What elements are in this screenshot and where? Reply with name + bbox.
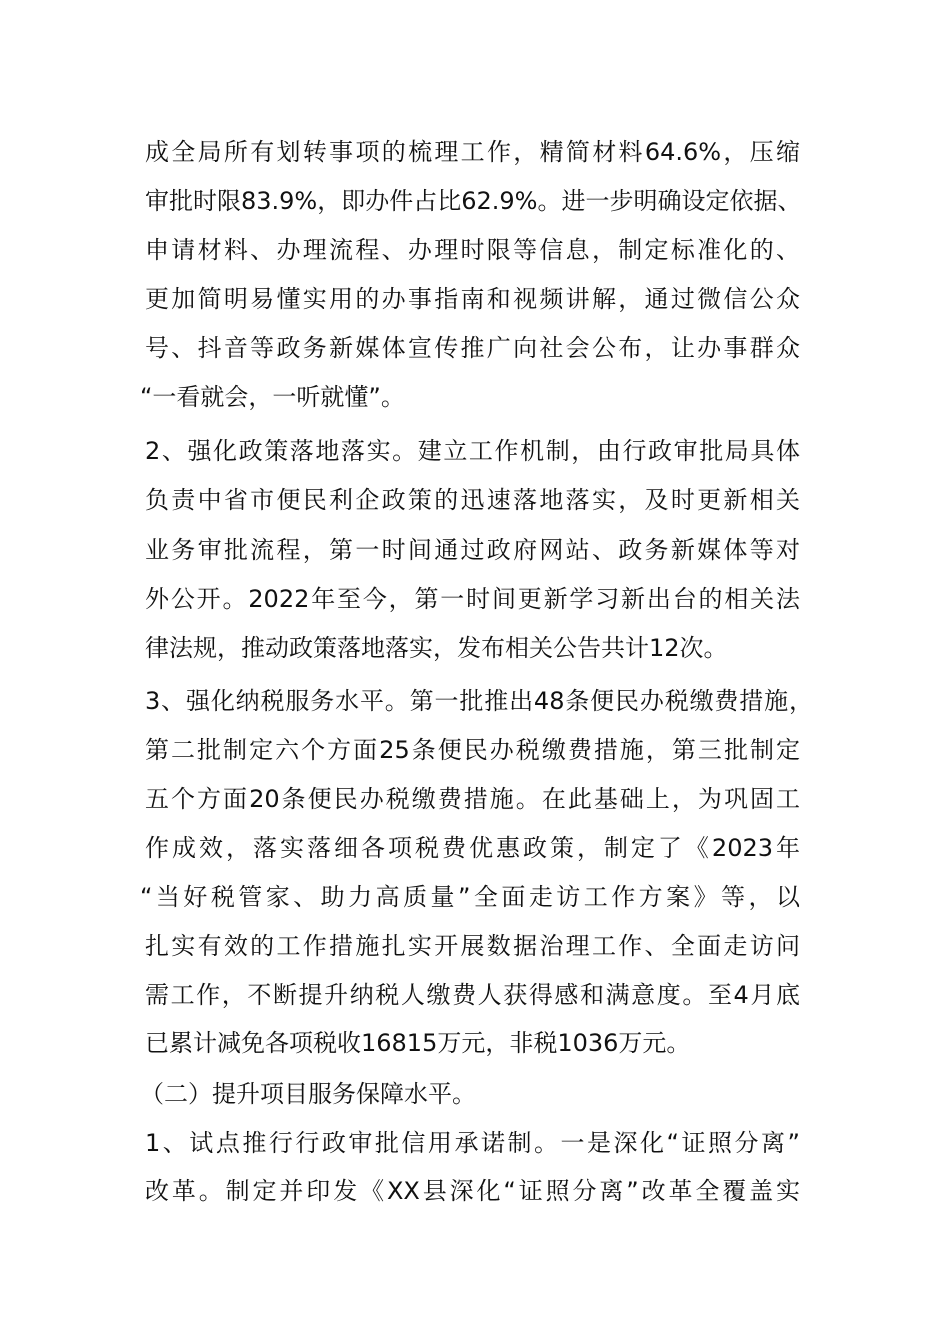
text-line: 业务审批流程，第一时间通过政府网站、政务新媒体等对: [145, 536, 800, 564]
text-line: 需工作，不断提升纳税人缴费人获得感和满意度。至4月底: [145, 981, 800, 1009]
text-line: 外公开。2022年至今，第一时间更新学习新出台的相关法: [145, 585, 800, 613]
paragraph-heading-1: 1、试点推行行政审批信用承诺制。一是深化“证照分离”: [145, 1129, 800, 1157]
text-line: 已累计减免各项税收16815万元，非税1036万元。: [145, 1029, 691, 1057]
section-heading: （二）提升项目服务保障水平。: [140, 1080, 476, 1108]
text-line: 更加简明易懂实用的办事指南和视频讲解，通过微信公众: [145, 285, 800, 313]
text-line: 审批时限83.9%，即办件占比62.9%。进一步明确设定依据、: [145, 187, 802, 215]
paragraph-heading-2: 2、强化政策落地落实。建立工作机制，由行政审批局具体: [145, 437, 800, 465]
text-line: 改革。制定并印发《XX县深化“证照分离”改革全覆盖实: [145, 1177, 800, 1205]
text-line: 申请材料、办理流程、办理时限等信息，制定标准化的、: [145, 236, 800, 264]
text-line: 负责中省市便民利企政策的迅速落地落实，及时更新相关: [145, 486, 800, 514]
text-line: 五个方面20条便民办税缴费措施。在此基础上，为巩固工: [145, 785, 800, 813]
text-line: “当好税管家、助力高质量”全面走访工作方案》等，以: [140, 883, 800, 911]
text-line: 作成效，落实落细各项税费优惠政策，制定了《2023年: [145, 834, 800, 862]
text-line: 扎实有效的工作措施扎实开展数据治理工作、全面走访问: [145, 932, 800, 960]
text-line: 第二批制定六个方面25条便民办税缴费措施，第三批制定: [145, 736, 800, 764]
text-line: 成全局所有划转事项的梳理工作，精简材料64.6%，压缩: [145, 138, 800, 166]
paragraph-heading-3: 3、强化纳税服务水平。第一批推出48条便民办税缴费措施，: [145, 687, 813, 715]
text-line: “一看就会，一听就懂”。: [140, 383, 405, 411]
text-line: 号、抖音等政务新媒体宣传推广向社会公布，让办事群众: [145, 334, 800, 362]
text-line: 律法规，推动政策落地落实，发布相关公告共计12次。: [145, 634, 728, 662]
